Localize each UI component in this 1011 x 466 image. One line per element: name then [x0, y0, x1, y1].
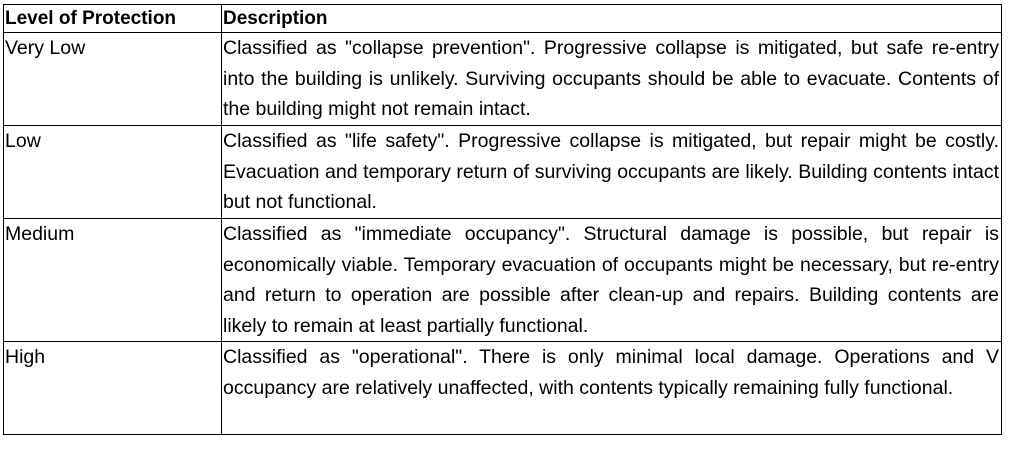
- description-cell: Classified as "collapse prevention". Progressive collapse is mitigated, but safe re-entry into the building is unlikely. Surviving occupants should be able to evacuate. Contents of the building might not remain intact.: [222, 33, 1002, 126]
- description-cell: Classified as "life safety". Progressive collapse is mitigated, but repair might be costly. Evacuation and temporary return of surviving occupants are likely. Building contents intact but not functional.: [222, 126, 1002, 219]
- description-cell: Classified as "operational". There is only minimal local damage. Operations and V occupancy are relatively unaffected, with contents typically remaining fully functional.: [222, 342, 1002, 435]
- header-description: Description: [222, 5, 1002, 33]
- table-row: [4, 33, 1002, 126]
- description-cell: Classified as "immediate occupancy". Structural damage is possible, but repair is economically viable. Temporary evacuation of occupants might be necessary, but re-entry and return to operation are possible after clean-up and repairs. Building contents are likely to remain at least partially functional.: [222, 219, 1002, 342]
- header-level-of-protection: Level of Protection: [4, 5, 222, 33]
- level-cell: High: [4, 342, 222, 435]
- level-cell: Very Low: [4, 33, 222, 126]
- table-row: [4, 342, 1002, 435]
- level-cell: Medium: [4, 219, 222, 342]
- table-header-row: [4, 5, 1002, 33]
- table-row: [4, 219, 1002, 342]
- level-cell: Low: [4, 126, 222, 219]
- protection-level-table: [3, 4, 1002, 435]
- table-row: [4, 126, 1002, 219]
